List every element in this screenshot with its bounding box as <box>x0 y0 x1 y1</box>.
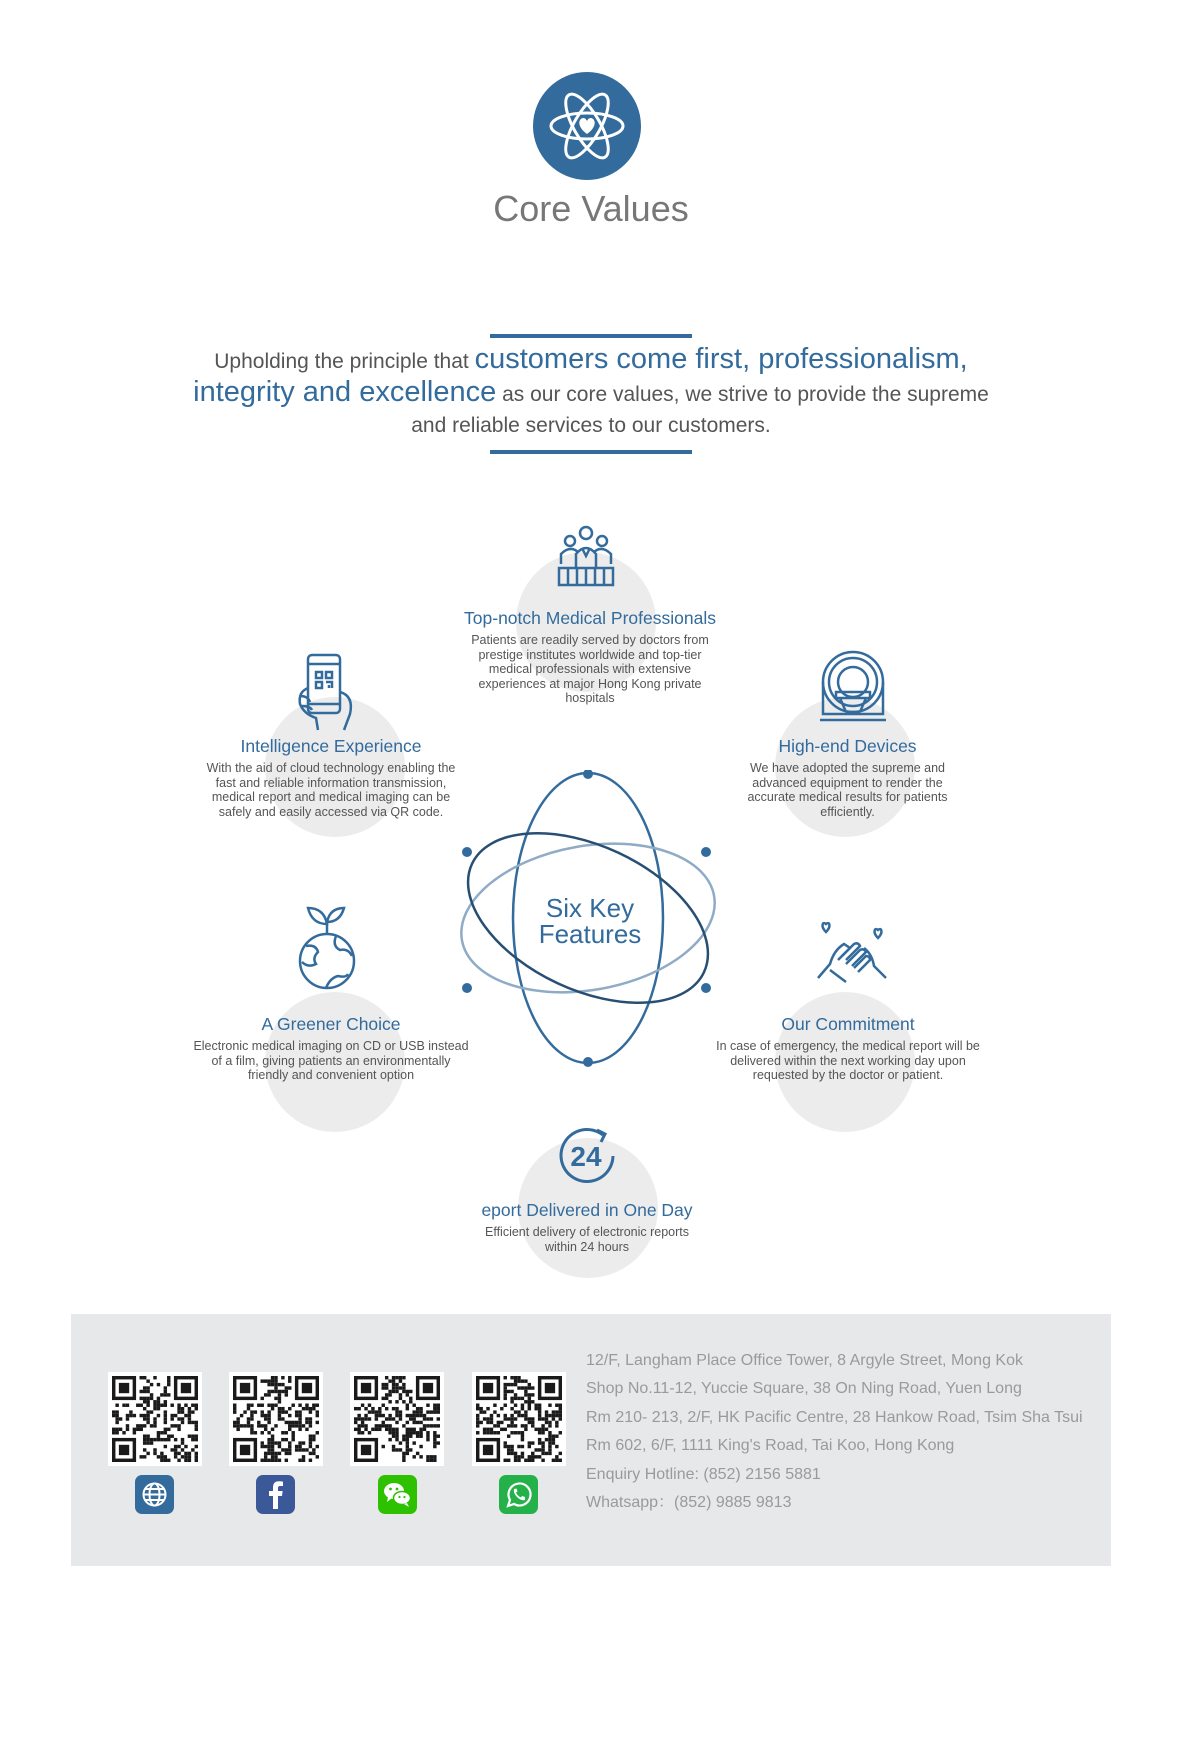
feature-report-desc: Efficient delivery of electronic reports within 24 hours <box>484 1225 690 1254</box>
logo-badge <box>533 72 641 180</box>
facebook-icon[interactable] <box>256 1475 295 1514</box>
phone-qr-icon <box>296 652 356 732</box>
feature-professionals <box>440 607 740 706</box>
qr-code-whatsapp[interactable] <box>472 1372 566 1466</box>
intro-text-2: as our core values, we strive to provide the supreme <box>496 383 989 406</box>
feature-commitment-desc: In case of emergency, the medical report will be delivered within the next working day upon requested by the doctor or patient. <box>716 1039 980 1082</box>
whatsapp-icon[interactable] <box>499 1475 538 1514</box>
intro-highlight-2: integrity and excellence <box>193 376 497 408</box>
feature-devices-desc: We have adopted the supreme and advanced equipment to render the accurate medical results for patients efficiently. <box>747 761 948 819</box>
intro-highlight-1: customers come first, professionalism, <box>474 343 968 375</box>
whatsapp-number[interactable]: Whatsapp：(852) 9885 9813 <box>586 1494 792 1512</box>
contact-address-block <box>586 1347 1083 1517</box>
svg-text:24: 24 <box>570 1141 602 1172</box>
intro-statement <box>140 344 1042 441</box>
qr-code-graphic <box>233 1376 319 1462</box>
intro-bottom-rule <box>490 450 692 454</box>
six-key-features-label <box>510 895 670 947</box>
feature-devices <box>720 735 975 819</box>
enquiry-hotline[interactable]: Enquiry Hotline: (852) 2156 5881 <box>586 1465 821 1483</box>
feature-intelligence-title: Intelligence Experience <box>240 736 422 756</box>
qr-code-graphic <box>112 1376 198 1462</box>
qr-code-website[interactable] <box>108 1372 202 1466</box>
medical-team-icon <box>556 524 616 588</box>
feature-greener <box>192 1013 470 1083</box>
feature-report-title: eport Delivered in One Day <box>481 1200 693 1220</box>
mri-scanner-icon <box>818 650 888 724</box>
feature-professionals-title: Top-notch Medical Professionals <box>464 608 716 628</box>
atom-heart-icon <box>533 72 641 180</box>
feature-greener-title: A Greener Choice <box>261 1014 401 1034</box>
address-yuen-long: Shop No.11-12, Yuccie Square, 38 On Ning Road, Yuen Long <box>586 1380 1022 1398</box>
handshake-hearts-icon <box>816 920 888 986</box>
feature-intelligence <box>200 735 462 819</box>
address-tai-koo: Rm 602, 6/F, 1111 King's Road, Tai Koo, Hong Kong <box>586 1437 955 1455</box>
feature-commitment <box>712 1013 984 1083</box>
intro-text-1: Upholding the principle that <box>214 350 475 373</box>
address-mong-kok: 12/F, Langham Place Office Tower, 8 Argyle Street, Mong Kok <box>586 1352 1023 1369</box>
qr-code-graphic <box>476 1376 562 1462</box>
center-line-1: Six Key <box>545 893 635 923</box>
center-line-2: Features <box>538 919 642 949</box>
address-tsim-sha-tsui: Rm 210- 213, 2/F, HK Pacific Centre, 28 Hankow Road, Tsim Sha Tsui <box>586 1408 1083 1426</box>
globe-sprout-icon <box>296 900 358 992</box>
feature-devices-title: High-end Devices <box>778 736 917 756</box>
qr-code-facebook[interactable] <box>229 1372 323 1466</box>
feature-greener-desc: Electronic medical imaging on CD or USB instead of a film, giving patients an environmentally friendly and convenient option <box>193 1039 469 1082</box>
wechat-icon[interactable] <box>378 1475 417 1514</box>
clock-24-icon <box>555 1124 619 1188</box>
globe-icon[interactable] <box>135 1475 174 1514</box>
feature-report <box>470 1199 704 1254</box>
page-title: Core Values <box>493 188 689 229</box>
feature-intelligence-desc: With the aid of cloud technology enabling the fast and reliable information transmission, medical report and medical imaging can be safely and easily accessed via QR code. <box>206 761 456 819</box>
intro-top-rule <box>490 334 692 338</box>
qr-code-wechat[interactable] <box>350 1372 444 1466</box>
intro-text-3: and reliable services to our customers. <box>411 414 771 437</box>
feature-commitment-title: Our Commitment <box>781 1014 915 1034</box>
qr-code-graphic <box>354 1376 440 1462</box>
feature-professionals-desc: Patients are readily served by doctors from prestige institutes worldwide and top-tier medical professionals with extensive experiences at major Hong Kong private hospitals <box>471 633 709 705</box>
